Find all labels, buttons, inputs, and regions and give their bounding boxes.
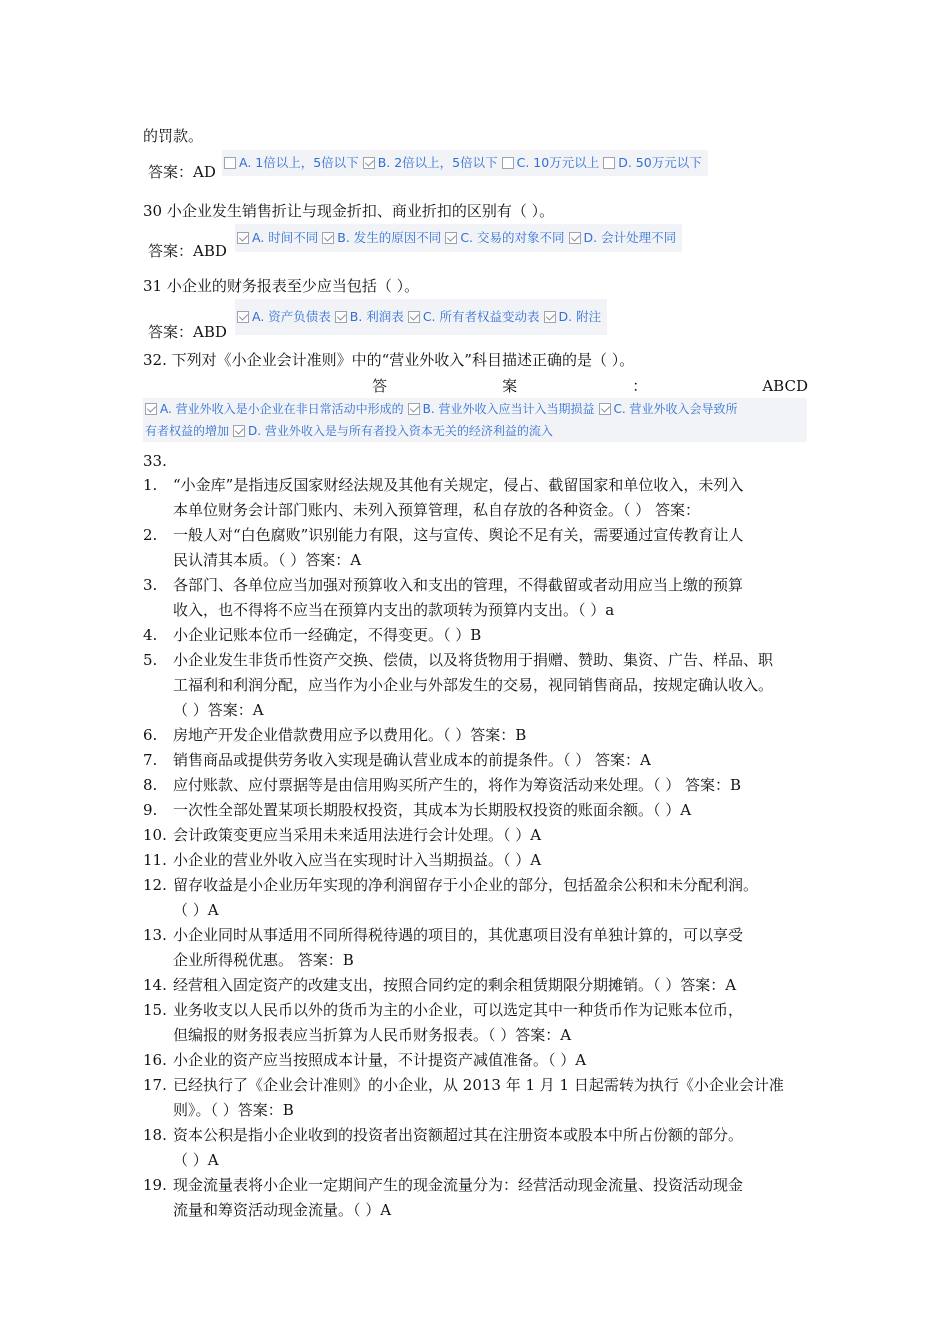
checkbox-icon[interactable] — [603, 157, 615, 169]
checkbox-checked-icon[interactable] — [544, 311, 556, 323]
checkbox-checked-icon[interactable] — [322, 232, 334, 244]
checkbox-checked-icon[interactable] — [408, 311, 420, 323]
list-item-text: 会计政策变更应当采用未来适用法进行会计处理。（ ）A — [173, 826, 542, 844]
list-item-number: 2. — [143, 526, 158, 544]
q29-option-b[interactable]: B. 2倍以上，5倍以下 — [363, 153, 498, 173]
checkbox-checked-icon[interactable] — [599, 403, 611, 415]
list-item-text: 应付账款、应付票据等是由信用购买所产生的，将作为筹资活动来处理。（ ） 答案：B — [173, 776, 742, 794]
q31-option-b[interactable]: B. 利润表 — [335, 307, 404, 327]
q29-answer: 答案：AD — [148, 163, 216, 181]
list-item-text: 小企业的资产应当按照成本计量，不计提资产减值准备。（ ）A — [173, 1051, 587, 1069]
list-item-number: 10. — [143, 826, 167, 844]
checkbox-checked-icon[interactable] — [145, 403, 157, 415]
list-item-text: “小金库”是指违反国家财经法规及其他有关规定，侵占、截留国家和单位收入，未列入 — [173, 476, 744, 494]
q32-option-c-cont: 有者权益的增加 — [145, 424, 230, 438]
q32-options — [143, 398, 807, 442]
checkbox-checked-icon[interactable] — [445, 232, 457, 244]
list-item-number: 11. — [143, 851, 167, 869]
list-item-number: 9. — [143, 801, 158, 819]
checkbox-checked-icon[interactable] — [335, 311, 347, 323]
q32-question: 32. 下列对《小企业会计准则》中的“营业外收入”科目描述正确的是（ ）。 — [143, 351, 635, 369]
list-item-number: 15. — [143, 1001, 167, 1019]
list-item-number: 19. — [143, 1176, 167, 1194]
list-item-number: 7. — [143, 751, 158, 769]
list-item-text: 小企业同时从事适用不同所得税待遇的项目的，其优惠项目没有单独计算的，可以享受 — [173, 926, 744, 944]
q33-label: 33. — [143, 452, 167, 470]
q30-option-b[interactable]: B. 发生的原因不同 — [322, 228, 441, 248]
list-item-text: 房地产开发企业借款费用应予以费用化。（ ）答案：B — [173, 726, 527, 744]
q31-option-a[interactable]: A. 资产负债表 — [237, 307, 331, 327]
list-item-text: （ ）答案：A — [173, 701, 264, 719]
q30-answer: 答案：ABD — [148, 242, 227, 260]
list-item-text: 但编报的财务报表应当折算为人民币财务报表。（ ）答案：A — [173, 1026, 572, 1044]
list-item-text: 收入，也不得将不应当在预算内支出的款项转为预算内支出。（ ）a — [173, 601, 615, 619]
q30-question: 30 小企业发生销售折让与现金折扣、商业折扣的区别有（ ）。 — [143, 202, 555, 220]
list-item-text: 经营租入固定资产的改建支出，按照合同约定的剩余租赁期限分期摊销。（ ）答案：A — [173, 976, 737, 994]
checkbox-icon[interactable] — [224, 157, 236, 169]
list-item-text: 留存收益是小企业历年实现的净利润留存于小企业的部分，包括盈余公积和未分配利润。 — [173, 876, 759, 894]
list-item-text: 则》。（ ）答案：B — [173, 1101, 294, 1119]
list-item-text: （ ）A — [173, 1151, 219, 1169]
list-item-number: 4. — [143, 626, 158, 644]
list-item-number: 5. — [143, 651, 158, 669]
list-item-text: 业务收支以人民币以外的货币为主的小企业，可以选定其中一种货币作为记账本位币， — [173, 1001, 744, 1019]
q31-option-d[interactable]: D. 附注 — [544, 307, 602, 327]
checkbox-checked-icon[interactable] — [408, 403, 420, 415]
list-item-number: 18. — [143, 1126, 167, 1144]
list-item-text: 小企业的营业外收入应当在实现时计入当期损益。（ ）A — [173, 851, 542, 869]
q32-answer: 答 案 ： ABCD — [372, 377, 808, 395]
list-item-number: 3. — [143, 576, 158, 594]
list-item-text: 本单位财务会计部门账内、未列入预算管理，私自存放的各种资金。（ ） 答案： — [173, 501, 701, 519]
list-item-number: 12. — [143, 876, 167, 894]
fine-text-tail: 的罚款。 — [143, 127, 204, 145]
q32-option-a[interactable]: A. 营业外收入是小企业在非日常活动中形成的 — [145, 398, 404, 420]
q29-options — [222, 150, 708, 176]
list-item-text: 一般人对“白色腐败”识别能力有限，这与宣传、舆论不足有关，需要通过宣传教育让人 — [173, 526, 744, 544]
list-item-text: 已经执行了《企业会计准则》的小企业，从 2013 年 1 月 1 日起需转为执行《小企业会计准 — [173, 1076, 784, 1094]
list-item-number: 1. — [143, 476, 158, 494]
list-item-number: 14. — [143, 976, 167, 994]
q31-question: 31 小企业的财务报表至少应当包括（ ）。 — [143, 277, 420, 295]
checkbox-checked-icon[interactable] — [237, 232, 249, 244]
list-item-number: 17. — [143, 1076, 167, 1094]
q32-option-b[interactable]: B. 营业外收入应当计入当期损益 — [408, 398, 595, 420]
q32-option-d[interactable]: D. 营业外收入是与所有者投入资本无关的经济利益的流入 — [233, 420, 553, 442]
list-item-text: 工福利和利润分配，应当作为小企业与外部发生的交易，视同销售商品，按规定确认收入。 — [173, 676, 774, 694]
list-item-text: 流量和筹资活动现金流量。（ ）A — [173, 1201, 392, 1219]
list-item-text: 现金流量表将小企业一定期间产生的现金流量分为：经营活动现金流量、投资活动现金 — [173, 1176, 744, 1194]
q31-answer: 答案：ABD — [148, 323, 227, 341]
checkbox-checked-icon[interactable] — [569, 232, 581, 244]
list-item-text: 企业所得税优惠。 答案：B — [173, 951, 354, 969]
list-item-number: 8. — [143, 776, 158, 794]
q29-option-a[interactable]: A. 1倍以上，5倍以下 — [224, 153, 359, 173]
list-item-text: 小企业记账本位币一经确定，不得变更。（ ）B — [173, 626, 482, 644]
list-item-text: 销售商品或提供劳务收入实现是确认营业成本的前提条件。（ ） 答案：A — [173, 751, 651, 769]
list-item-number: 13. — [143, 926, 167, 944]
list-item-text: 民认清其本质。（ ）答案：A — [173, 551, 362, 569]
checkbox-checked-icon[interactable] — [233, 425, 245, 437]
q30-option-c[interactable]: C. 交易的对象不同 — [445, 228, 564, 248]
list-item-text: 各部门、各单位应当加强对预算收入和支出的管理，不得截留或者动用应当上缴的预算 — [173, 576, 744, 594]
checkbox-checked-icon[interactable] — [237, 311, 249, 323]
checkbox-checked-icon[interactable] — [363, 157, 375, 169]
q31-options — [235, 299, 607, 335]
q29-option-d[interactable]: D. 50万元以下 — [603, 153, 701, 173]
q30-options — [235, 224, 682, 252]
checkbox-icon[interactable] — [502, 157, 514, 169]
list-item-text: 资本公积是指小企业收到的投资者出资额超过其在注册资本或股本中所占份额的部分。 — [173, 1126, 744, 1144]
list-item-number: 16. — [143, 1051, 167, 1069]
list-item-text: 小企业发生非货币性资产交换、偿债，以及将货物用于捐赠、赞助、集资、广告、样品、职 — [173, 651, 774, 669]
list-item-number: 6. — [143, 726, 158, 744]
q32-option-c[interactable]: C. 营业外收入会导致所 — [599, 398, 738, 420]
q30-option-d[interactable]: D. 会计处理不同 — [569, 228, 677, 248]
q30-option-a[interactable]: A. 时间不同 — [237, 228, 318, 248]
list-item-text: 一次性全部处置某项长期股权投资，其成本为长期股权投资的账面余额。（ ）A — [173, 801, 692, 819]
list-item-text: （ ）A — [173, 901, 219, 919]
q31-option-c[interactable]: C. 所有者权益变动表 — [408, 307, 540, 327]
q29-option-c[interactable]: C. 10万元以上 — [502, 153, 600, 173]
